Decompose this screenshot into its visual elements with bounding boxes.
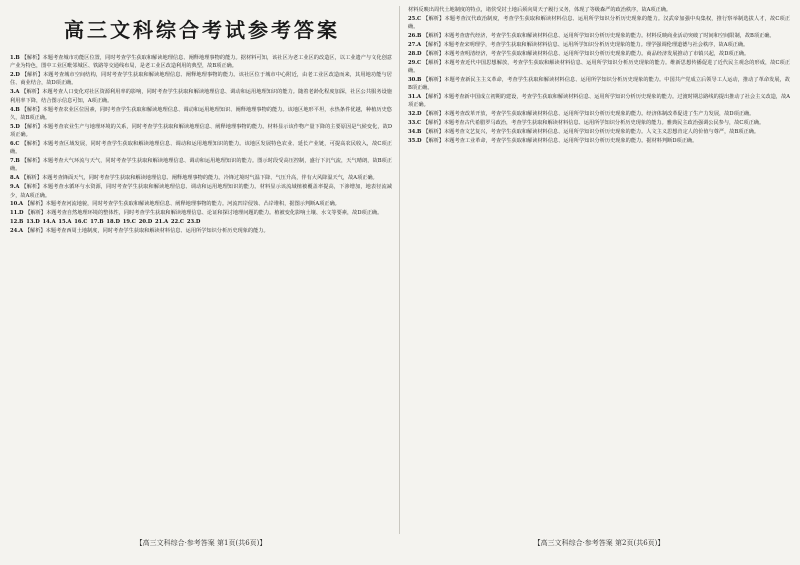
question-number: 24.A [10, 228, 25, 235]
explanation-text: 【解析】本题考查农业生产与地理环境的关系，同时考查学生获取和解读地理信息、阐释地理事物的能力。材料显示该作物产量下降的主要原因是气候变化，故D项正确。 [10, 123, 392, 139]
question-number: 3.A [10, 89, 22, 96]
footer-left: 【高三文科综合·参考答案 第1页(共6页)】 [135, 539, 267, 547]
question-number: 34.B [408, 129, 424, 136]
question-number: 35.D [408, 137, 424, 144]
explanation-text: 【解析】本题考查宋明理学，考查学生获取和解读材料信息、运用所学知识分析历史现象的能力。理学强调伦理道德与社会秩序，故A项正确。 [422, 41, 749, 48]
right-paragraph [408, 41, 790, 49]
explanation-text: 【解析】本题考查西周土地制度，同时考查学生获取和解读材料信息、运用所学知识分析历史现象的能力。 [24, 228, 269, 235]
right-paragraph [408, 32, 790, 40]
explanation-text: 【解析】本题考查汉代政治制度，考查学生获取和解读材料信息、运用所学知识分析历史现象的能力。汉武帝加强中央集权，推行察举制选拔人才，故C项正确。 [408, 15, 790, 31]
right-paragraph [408, 50, 790, 58]
right-paragraph [408, 119, 790, 127]
right-paragraph [408, 128, 790, 136]
question-number: 7.B [10, 158, 22, 165]
answers-line-2 [10, 227, 392, 235]
explanation-text: 【解析】本题考查锋面天气，同时考查学生获取和解读地理信息、阐释地理事物的能力。冷锋过境时气温下降、气压升高，伴有大风降温天气，故A项正确。 [21, 175, 378, 182]
explanation-text: 【解析】本题考查明清经济，考查学生获取和解读材料信息、运用所学知识分析历史现象的能力。商品经济发展推动了市镇兴起，故D项正确。 [423, 50, 750, 57]
explanation-text: 【解析】本题考查农业区位因素，同时考查学生获取和解读地理信息、调动和运用地理知识、阐释地理事物的能力。该地区地形平坦，水热条件优越，种植历史悠久，故B项正确。 [10, 106, 392, 121]
question-number: 29.C [408, 59, 424, 66]
question-number: 27.A [408, 41, 423, 48]
question-number: 2.D [10, 72, 22, 79]
explanation-text: 【解析】本题考查古代希腊罗马政治，考查学生获取和解读材料信息、运用所学知识分析历史现象的能力。雅典民主政治强调公民参与，故C项正确。 [422, 120, 765, 127]
question-number: 30.B [408, 76, 424, 83]
left-paragraph [10, 209, 392, 217]
question-number: 1.B [10, 55, 22, 61]
footer-right: 【高三文科综合·参考答案 第2页(共6页)】 [533, 539, 665, 547]
explanation-text: 【解析】本题考查大气环流与天气，同时考查学生获取和解读地理信息、调动和运用地理知识的能力。图示时段受高压控制，盛行下沉气流，天气晴朗，故B项正确。 [10, 158, 392, 173]
left-paragraph [10, 183, 392, 200]
left-paragraph [10, 88, 392, 105]
question-number: 4.B [10, 106, 22, 113]
left-paragraph [10, 71, 392, 88]
answers-line: 12.B 13.D 14.A 15.A 16.C 17.B 18.D 19.C 20.D 21.A 22.C 23.D [10, 219, 201, 226]
right-paragraph [408, 93, 790, 110]
left-paragraph [10, 200, 392, 208]
left-column [10, 54, 392, 528]
question-number: 31.A [408, 94, 423, 101]
question-number: 5.D [10, 123, 22, 130]
right-column [408, 6, 790, 528]
question-number: 6.C [10, 140, 22, 147]
left-paragraph [10, 54, 392, 71]
left-paragraph [10, 157, 392, 174]
left-paragraph [10, 140, 392, 157]
right-paragraph [408, 59, 790, 76]
explanation-text: 【解析】本题考查人口变化对社区资源利用率的影响，同时考查学生获取和解读地理信息、调动和运用地理知识的能力。随着老龄化程度加深，社区公共服务设施利用率下降，结合图示信息可知，A项正确。 [10, 89, 392, 104]
right-paragraph [408, 76, 790, 93]
explanation-text: 【解析】本题考查河流地貌，同时考查学生获取和解读地理信息、阐释地理事物的能力。河流凹岸侵蚀、凸岸堆积，据图示判断A项正确。 [24, 201, 340, 208]
question-number: 32.D [408, 111, 424, 118]
explanation-text: 【解析】本题考查新民主主义革命，考查学生获取和解读材料信息、运用所学知识分析历史现象的能力。中国共产党成立后领导工人运动，推动了革命发展，故B项正确。 [408, 76, 790, 92]
question-number: 8.A [10, 175, 22, 182]
question-number: 28.D [408, 50, 424, 57]
question-number: 26.B [408, 33, 424, 40]
right-paragraph [408, 15, 790, 32]
explanation-text: 【解析】本题考查区域发展，同时考查学生获取和解读地理信息、调动和运用地理知识的能力。该地区发展特色农业、延长产业链，可提高农民收入，故C项正确。 [10, 140, 392, 156]
explanation-text: 【解析】本题考查改革开放，考查学生获取和解读材料信息、运用所学知识分析历史现象的能力。经济体制改革促进了生产力发展，故D项正确。 [423, 111, 755, 118]
page-title: 高三文科综合考试参考答案 [64, 18, 340, 42]
explanation-text: 【解析】本题考查工业革命，考查学生获取和解读材料信息、运用所学知识分析历史现象的能力。据材料判断D项正确。 [423, 137, 698, 144]
question-number: 10.A [10, 201, 25, 208]
left-paragraph [10, 106, 392, 123]
question-number: 9.A [10, 184, 22, 191]
right-paragraph [408, 110, 790, 118]
explanation-text: 【解析】本题考查文艺复兴，考查学生获取和解读材料信息、运用所学知识分析历史现象的能力。人文主义思想肯定人的价值与尊严，故B项正确。 [423, 129, 760, 136]
explanation-text: 【解析】本题考查新中国成立初期的建设，考查学生获取和解读材料信息、运用所学知识分析历史现象的能力。过渡时期总路线的提出推动了社会主义改造，故A项正确。 [408, 94, 790, 109]
question-number: 25.C [408, 15, 424, 22]
left-paragraph [10, 174, 392, 182]
left-paragraph [10, 123, 392, 140]
explanation-text: 【解析】本题考查水循环与水资源，同时考查学生获取和解读地理信息、调动和运用地理知识的能力。材料显示该流域植被覆盖率提高，下渗增加，地表径流减少，故A项正确。 [10, 184, 392, 199]
explanation-text: 【解析】本题考查自然地理环境的整体性，同时考查学生获取和解读地理信息、论证和探讨地理问题的能力。植被变化影响土壤、水文等要素，故D项正确。 [25, 210, 383, 217]
right-paragraph [408, 137, 790, 145]
explanation-text: 【解析】本题考查城市空间结构，同时考查学生获取和解读地理信息、阐释地理事物的能力。该社区位于城市中心附近，由老工业区改造而来，其用地功能与居住、商业结合，故D项正确。 [10, 72, 392, 87]
question-number: 33.C [408, 120, 423, 127]
explanation-text: 【解析】本题考查城市功能区位置，同时考查学生获取和解读地理信息、阐释地理事物的能力。据材料可知，该社区为老工业区的改造区，以工业遗产与文化创意产业为特色，图中工业区毗邻城区、铁路等交通线布局，是老工业区改造利用的典型，故B项正确。 [10, 55, 392, 70]
explanation-text: 材料反映出周代土地制度的特点，诸侯受封土地后须向周天子履行义务，体现了等级森严的政治秩序，故A项正确。 [408, 7, 672, 13]
explanation-text: 【解析】本题考查近代中国思想解放，考查学生获取和解读材料信息、运用所学知识分析历史现象的能力。维新思想传播促进了近代民主观念的形成，故C项正确。 [408, 59, 790, 75]
question-number: 11.D [10, 210, 26, 217]
explanation-text: 【解析】本题考查唐代经济，考查学生获取和解读材料信息、运用所学知识分析历史现象的能力。材料反映商业活动突破了时间和空间限制，故B项正确。 [423, 33, 775, 40]
right-paragraph [408, 6, 790, 14]
column-divider [399, 6, 400, 534]
